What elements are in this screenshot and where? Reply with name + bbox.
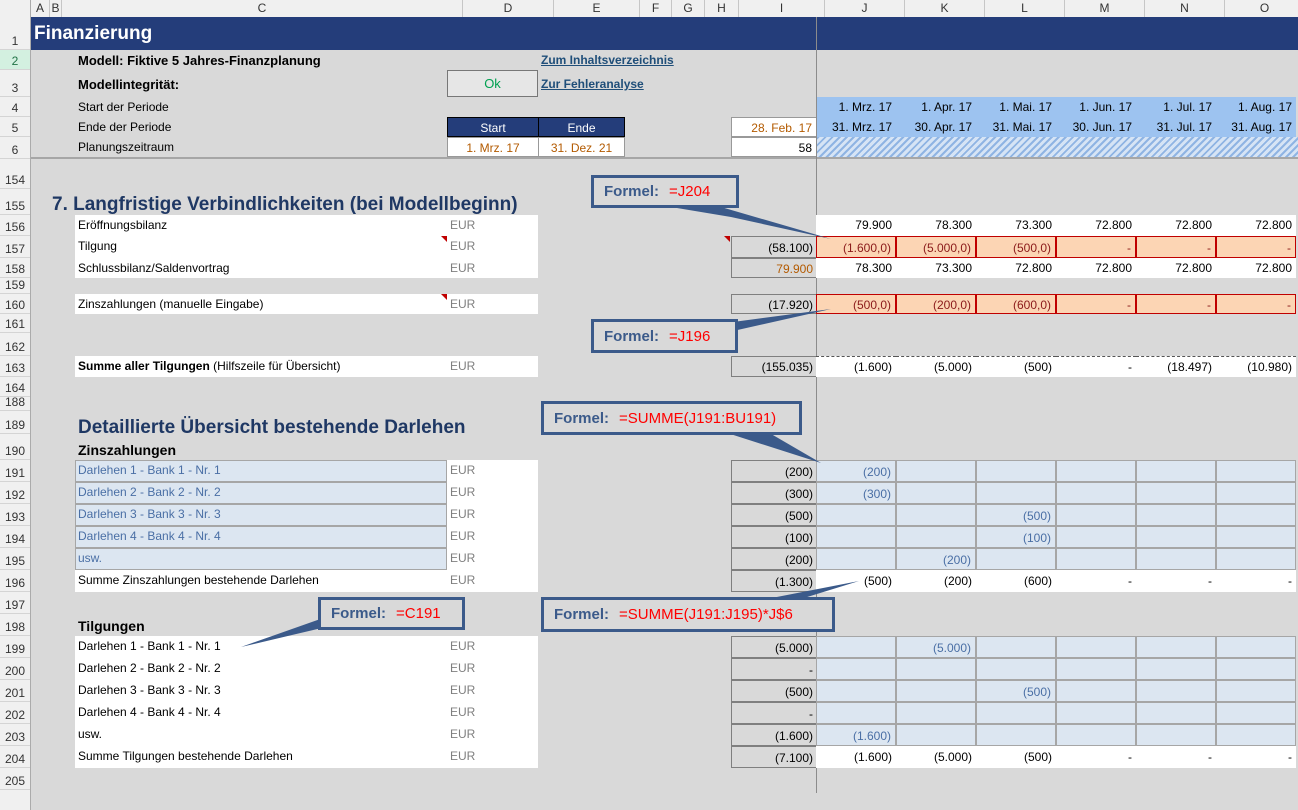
- row-header-191[interactable]: 191: [0, 460, 30, 482]
- detail-title: Detaillierte Übersicht bestehende Darlehen: [78, 417, 466, 438]
- period-start-0: 1. Mrz. 17: [816, 97, 896, 117]
- value-cell[interactable]: -: [1216, 294, 1296, 314]
- column-header-a[interactable]: A: [31, 0, 50, 17]
- value-cell[interactable]: -: [1136, 236, 1216, 258]
- row-unit: EUR: [450, 749, 476, 763]
- value-cell[interactable]: -: [1216, 570, 1296, 592]
- value-cell[interactable]: (5.000): [896, 356, 976, 377]
- value-cell[interactable]: 73.300: [976, 215, 1056, 236]
- row-unit: EUR: [450, 359, 476, 373]
- callout-formula-j204: [591, 175, 739, 208]
- column-header-d[interactable]: D: [463, 0, 554, 17]
- row-unit: EUR: [450, 529, 476, 543]
- callout-formula-c191: [318, 597, 465, 630]
- row-unit: EUR: [450, 261, 476, 275]
- column-header-c[interactable]: C: [62, 0, 463, 17]
- value-cell[interactable]: -: [1136, 294, 1216, 314]
- column-header-m[interactable]: M: [1065, 0, 1145, 17]
- row-label: usw.: [78, 551, 103, 565]
- row-label: Darlehen 3 - Bank 3 - Nr. 3: [78, 507, 221, 521]
- value-cell[interactable]: 72.800: [1056, 258, 1136, 278]
- value-cell[interactable]: -: [1056, 356, 1136, 377]
- row-label: Eröffnungsbilanz: [78, 218, 168, 232]
- period-start-4: 1. Jul. 17: [1136, 97, 1216, 117]
- link-inhaltsverzeichnis[interactable]: Zum Inhaltsverzeichnis: [541, 53, 674, 67]
- period-end-1: 30. Apr. 17: [896, 117, 976, 137]
- planning-period-label: Planungszeitraum: [78, 140, 175, 154]
- callout-label: Formel:: [554, 409, 610, 427]
- row-total: (200): [731, 460, 817, 482]
- value-cell[interactable]: 79.900: [816, 215, 896, 236]
- callout-label: Formel:: [331, 605, 387, 622]
- row-unit: EUR: [450, 727, 476, 741]
- row-header-4[interactable]: 4: [0, 97, 30, 117]
- value-cell[interactable]: -: [1056, 570, 1136, 592]
- row-unit: EUR: [450, 573, 476, 587]
- sheet-area: [31, 17, 1298, 793]
- row-total: (300): [731, 482, 817, 504]
- row-header-192[interactable]: 192: [0, 482, 30, 504]
- row-unit: EUR: [450, 705, 476, 719]
- value-cell[interactable]: 72.800: [976, 258, 1056, 278]
- row-total: (500): [731, 504, 817, 526]
- connector-c4: [241, 617, 326, 647]
- value-cell[interactable]: 72.800: [1216, 258, 1296, 278]
- row-header-203[interactable]: 203: [0, 724, 30, 746]
- value-cell[interactable]: (100): [976, 526, 1056, 548]
- value-cell[interactable]: (500): [976, 356, 1056, 377]
- column-header-o[interactable]: O: [1225, 0, 1298, 17]
- select-all-corner[interactable]: [0, 0, 31, 17]
- value-cell[interactable]: -: [1216, 236, 1296, 258]
- row-total: (58.100): [731, 236, 817, 258]
- row-header-160[interactable]: 160: [0, 294, 30, 314]
- row-header-196[interactable]: 196: [0, 570, 30, 592]
- row-total: (7.100): [731, 746, 817, 768]
- callout-formula: =J204: [669, 183, 711, 200]
- row-total: (17.920): [731, 294, 817, 314]
- value-cell[interactable]: (500): [976, 680, 1056, 702]
- value-cell[interactable]: (200): [896, 548, 976, 570]
- row-label: usw.: [78, 727, 103, 741]
- callout-label: Formel:: [554, 606, 610, 623]
- row-unit: EUR: [450, 551, 476, 565]
- column-header-h[interactable]: H: [705, 0, 739, 17]
- value-cell[interactable]: -: [1136, 570, 1216, 592]
- row-total: (155.035): [731, 356, 817, 377]
- callout-formula: =C191: [396, 605, 441, 622]
- row-header-200[interactable]: 200: [0, 658, 30, 680]
- value-cell[interactable]: (600): [976, 570, 1056, 592]
- row-total: (1.300): [731, 570, 817, 592]
- value-cell[interactable]: (1.600): [816, 356, 896, 377]
- row-label: Darlehen 1 - Bank 1 - Nr. 1: [78, 463, 221, 477]
- value-cell[interactable]: 78.300: [816, 258, 896, 278]
- value-cell[interactable]: (500): [816, 570, 896, 592]
- period-start-label: Start der Periode: [78, 100, 169, 114]
- value-cell[interactable]: -: [1136, 746, 1216, 768]
- value-cell[interactable]: (18.497): [1136, 356, 1216, 377]
- value-cell[interactable]: 72.800: [1136, 215, 1216, 236]
- row-unit: EUR: [450, 683, 476, 697]
- row-header-197[interactable]: 197: [0, 592, 30, 614]
- row-total: -: [731, 702, 817, 724]
- value-cell[interactable]: (200): [896, 570, 976, 592]
- row-header-193[interactable]: 193: [0, 504, 30, 526]
- row-header-2[interactable]: 2: [0, 50, 30, 70]
- row-header-199[interactable]: 199: [0, 636, 30, 658]
- callout-formula-j196: [591, 319, 738, 353]
- row-total: (200): [731, 548, 817, 570]
- value-cell[interactable]: (1.600,0): [816, 236, 896, 258]
- row-header-195[interactable]: 195: [0, 548, 30, 570]
- row-label: Zinszahlungen (manuelle Eingabe): [78, 297, 264, 311]
- row-header-190[interactable]: 190: [0, 434, 30, 460]
- value-cell[interactable]: 72.800: [1136, 258, 1216, 278]
- row-header-188[interactable]: 188: [0, 397, 30, 411]
- row-total: (100): [731, 526, 817, 548]
- row-header-162[interactable]: 162: [0, 333, 30, 356]
- row-header-205[interactable]: 205: [0, 768, 30, 790]
- value-cell[interactable]: 78.300: [896, 215, 976, 236]
- period-end-2: 31. Mai. 17: [976, 117, 1056, 137]
- end-date: 31. Dez. 21: [550, 141, 613, 155]
- model-name: Modell: Fiktive 5 Jahres-Finanzplanung: [78, 53, 321, 68]
- row-unit: EUR: [450, 507, 476, 521]
- value-cell[interactable]: (200,0): [896, 294, 976, 314]
- page-title: Finanzierung: [34, 23, 153, 44]
- period-end-3: 30. Jun. 17: [1056, 117, 1136, 137]
- row-header-5[interactable]: 5: [0, 117, 30, 137]
- column-header-g[interactable]: G: [672, 0, 705, 17]
- row-header-202[interactable]: 202: [0, 702, 30, 724]
- callout-label: Formel:: [604, 183, 660, 200]
- end-header-text: Ende: [567, 121, 596, 135]
- row-header-194[interactable]: 194: [0, 526, 30, 548]
- value-cell[interactable]: -: [1056, 746, 1136, 768]
- value-cell[interactable]: (500): [976, 504, 1056, 526]
- model-integrity-label: Modellintegrität:: [78, 77, 180, 92]
- row-header-198[interactable]: 198: [0, 614, 30, 636]
- value-cell[interactable]: (300): [816, 482, 896, 504]
- column-header-l[interactable]: L: [985, 0, 1065, 17]
- row-label-bold: Summe aller Tilgungen: [78, 359, 210, 373]
- period-start-5: 1. Aug. 17: [1216, 97, 1296, 117]
- row-label: Darlehen 1 - Bank 1 - Nr. 1: [78, 639, 221, 653]
- row-label: Tilgung: [78, 239, 117, 253]
- row-label: Darlehen 2 - Bank 2 - Nr. 2: [78, 485, 221, 499]
- row-header-204[interactable]: 204: [0, 746, 30, 768]
- period-end-4: 31. Jul. 17: [1136, 117, 1216, 137]
- period-end-label: Ende der Periode: [78, 120, 172, 134]
- value-cell[interactable]: (1.600): [816, 746, 896, 768]
- row-label: Summe Zinszahlungen bestehende Darlehen: [78, 573, 319, 587]
- section7-title: 7. Langfristige Verbindlichkeiten (bei Modellbeginn): [52, 194, 518, 215]
- row-header-157[interactable]: 157: [0, 236, 30, 258]
- callout-formula: =J196: [669, 327, 711, 345]
- value-cell[interactable]: (5.000): [896, 746, 976, 768]
- row-header-189[interactable]: 189: [0, 411, 30, 434]
- prev-end-date: 28. Feb. 17: [751, 121, 812, 135]
- callout-formula-summe-row: [541, 401, 802, 435]
- period-end-5: 31. Aug. 17: [1216, 117, 1296, 137]
- row-header-154[interactable]: 154: [0, 159, 30, 189]
- row-total: -: [731, 658, 817, 680]
- tilg-title: Tilgungen: [78, 618, 145, 634]
- row-header-159[interactable]: 159: [0, 278, 30, 294]
- column-header-b[interactable]: B: [50, 0, 62, 17]
- row-header-164[interactable]: 164: [0, 377, 30, 397]
- row-header-6[interactable]: 6: [0, 137, 30, 159]
- callout-formula: =SUMME(J191:BU191): [619, 409, 777, 427]
- row-label: Darlehen 4 - Bank 4 - Nr. 4: [78, 705, 221, 719]
- row-label: Schlussbilanz/Saldenvortrag: [78, 261, 230, 275]
- row-total: (500): [731, 680, 817, 702]
- callout-formula: =SUMME(J191:J195)*J$6: [619, 606, 793, 623]
- row-header-161[interactable]: 161: [0, 314, 30, 333]
- column-header-e[interactable]: E: [554, 0, 640, 17]
- period-start-3: 1. Jun. 17: [1056, 97, 1136, 117]
- row-header-158[interactable]: 158: [0, 258, 30, 278]
- value-cell[interactable]: (600,0): [976, 294, 1056, 314]
- start-header-text: Start: [480, 121, 506, 135]
- callout-formula-summe-col: [541, 597, 835, 632]
- value-cell[interactable]: (10.980): [1216, 356, 1296, 377]
- value-cell[interactable]: 73.300: [896, 258, 976, 278]
- start-date: 1. Mrz. 17: [466, 141, 520, 155]
- integrity-status: Ok: [484, 76, 501, 91]
- period-end-0: 31. Mrz. 17: [816, 117, 896, 137]
- value-cell[interactable]: (5.000,0): [896, 236, 976, 258]
- row-label-rest: (Hilfszeile für Übersicht): [209, 359, 341, 373]
- column-header-j[interactable]: J: [825, 0, 905, 17]
- column-header-n[interactable]: N: [1145, 0, 1225, 17]
- value-cell[interactable]: (500): [976, 746, 1056, 768]
- row-header-156[interactable]: 156: [0, 215, 30, 236]
- row-unit: EUR: [450, 218, 476, 232]
- column-header-k[interactable]: K: [905, 0, 985, 17]
- column-header-f[interactable]: F: [640, 0, 672, 17]
- value-cell[interactable]: -: [1056, 236, 1136, 258]
- row-label: Darlehen 3 - Bank 3 - Nr. 3: [78, 683, 221, 697]
- period-start-2: 1. Mai. 17: [976, 97, 1056, 117]
- row-header-201[interactable]: 201: [0, 680, 30, 702]
- row-unit: EUR: [450, 463, 476, 477]
- row-label: Summe Tilgungen bestehende Darlehen: [78, 749, 293, 763]
- row-header-163[interactable]: 163: [0, 356, 30, 377]
- row-unit: EUR: [450, 239, 476, 253]
- callout-label: Formel:: [604, 327, 660, 345]
- value-cell[interactable]: (500,0): [816, 294, 896, 314]
- row-unit: EUR: [450, 639, 476, 653]
- value-cell[interactable]: 72.800: [1056, 215, 1136, 236]
- value-cell[interactable]: (1.600): [816, 724, 896, 746]
- value-cell[interactable]: 72.800: [1216, 215, 1296, 236]
- value-cell[interactable]: (5.000): [896, 636, 976, 658]
- value-cell[interactable]: (200): [816, 460, 896, 482]
- connector-c3: [721, 431, 821, 463]
- row-unit: EUR: [450, 661, 476, 675]
- zins-title: Zinszahlungen: [78, 442, 176, 458]
- value-cell[interactable]: -: [1056, 294, 1136, 314]
- column-header-i[interactable]: I: [739, 0, 825, 17]
- row-unit: EUR: [450, 297, 476, 311]
- months-count: 58: [798, 141, 812, 155]
- row-header-bar: [0, 17, 31, 810]
- row-header-155[interactable]: 155: [0, 189, 30, 215]
- connector-c2: [733, 309, 831, 331]
- column-header-bar: [0, 0, 1298, 18]
- connector-c1: [671, 207, 831, 239]
- row-header-1[interactable]: 1: [0, 17, 30, 50]
- row-total: (5.000): [731, 636, 817, 658]
- link-fehleranalyse[interactable]: Zur Fehleranalyse: [541, 77, 644, 91]
- row-header-3[interactable]: 3: [0, 70, 30, 97]
- row-total: 79.900: [731, 258, 817, 278]
- value-cell[interactable]: (500,0): [976, 236, 1056, 258]
- period-start-1: 1. Apr. 17: [896, 97, 976, 117]
- row-total: (1.600): [731, 724, 817, 746]
- row-label: Darlehen 2 - Bank 2 - Nr. 2: [78, 661, 221, 675]
- row-label: Darlehen 4 - Bank 4 - Nr. 4: [78, 529, 221, 543]
- value-cell[interactable]: -: [1216, 746, 1296, 768]
- row-unit: EUR: [450, 485, 476, 499]
